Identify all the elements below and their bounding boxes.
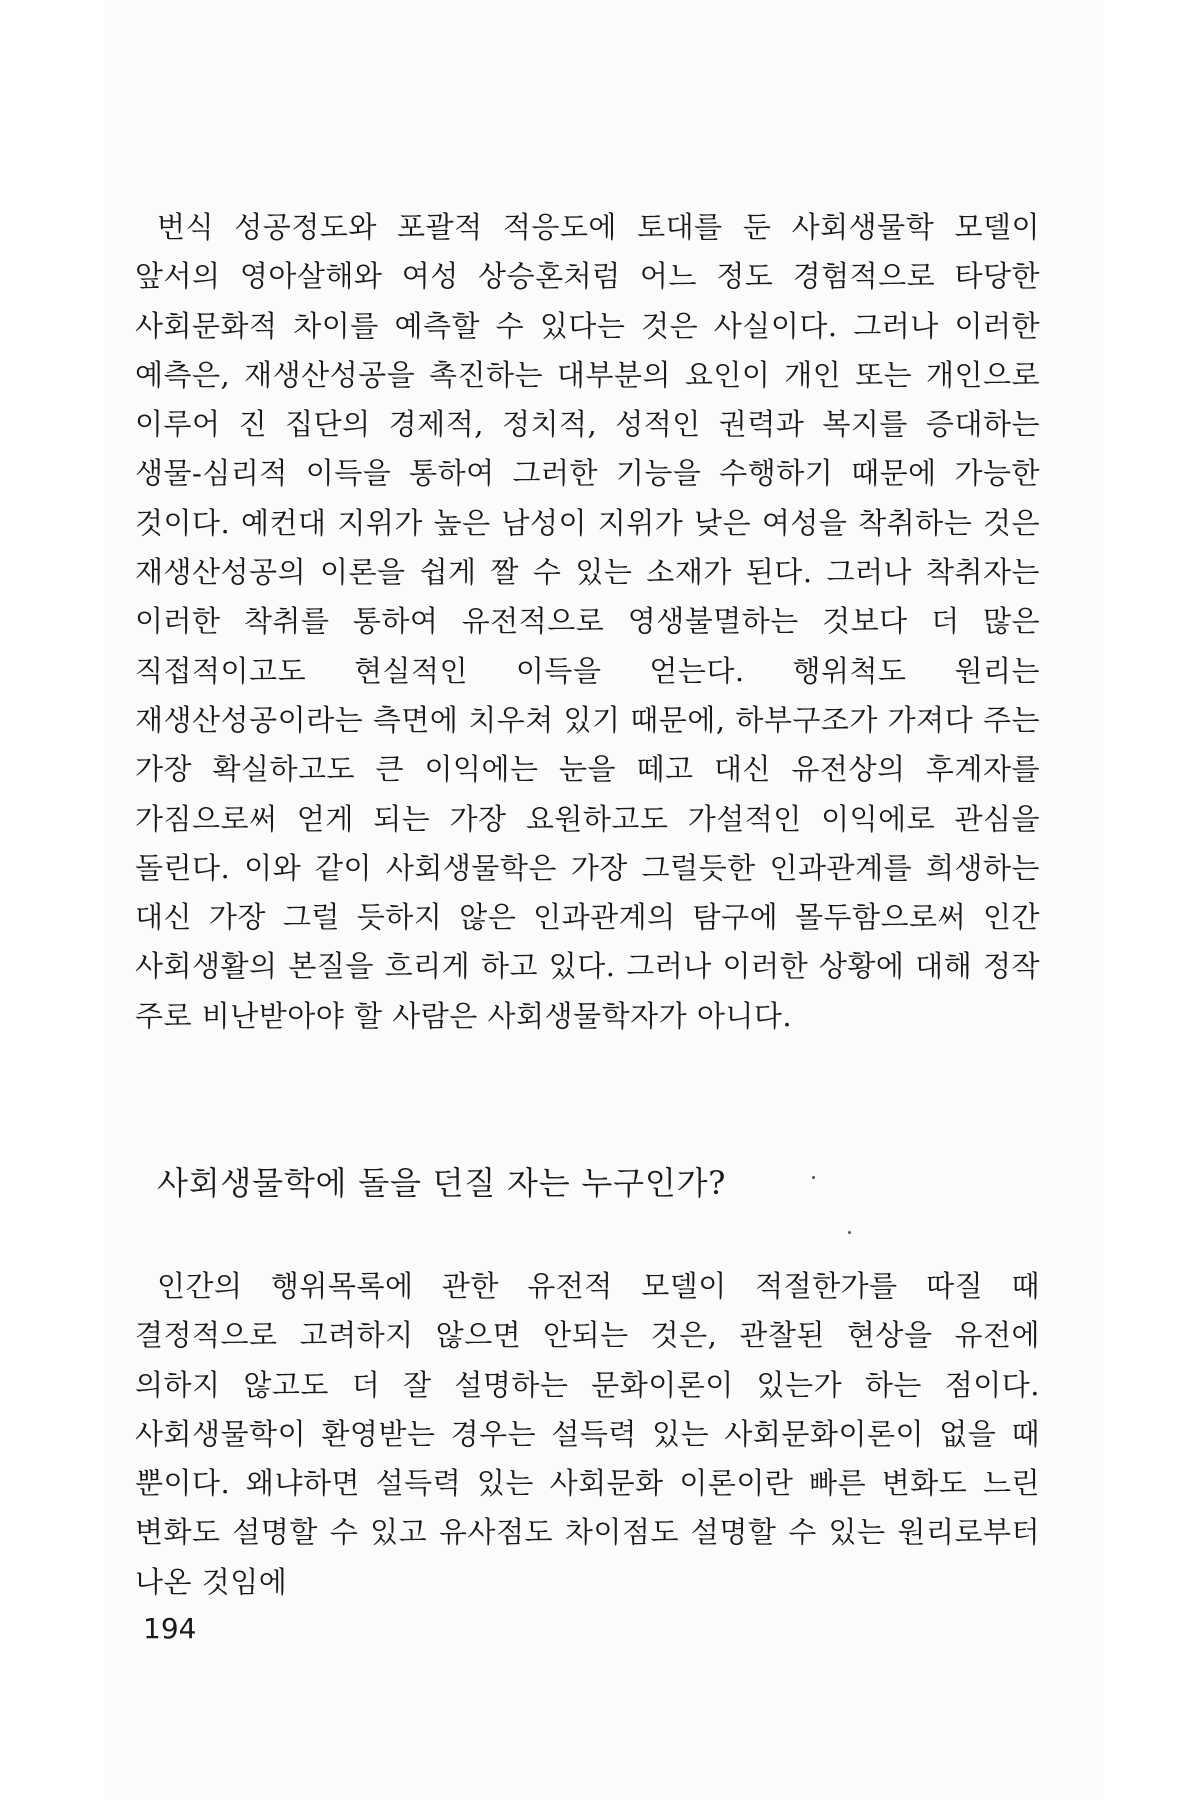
body-paragraph-1: 번식 성공정도와 포괄적 적응도에 토대를 둔 사회생물학 모델이 앞서의 영아살해와 여성 상승혼처럼 어느 정도 경험적으로 타당한 사회문화적 차이를 예측할 수 있다는 것은 사실이다. 그러나 이러한 예측은, 재생산성공을 촉진하는 대부분의 요인이 개인 또는 개인으로 이루어 진 집단의 경제적, 정치적, 성적인 권력과 복지를 증대하는 생물-심리적 이득을 통하여 그러한 기능을 수행하기 때문에 가능한 것이다. 예컨대 지위가 높은 남성이 지위가 낮은 여성을 착취하는 것은 재생산성공의 이론을 쉽게 짤 수 있는 소재가 된다. 그러나 착취자는 이러한 착취를 통하여 유전적으로 영생불멸하는 것보다 더 많은 직접적이고도 현실적인 이득을 얻는다. 행위척도 원리는 재생산성공이라는 측면에 치우쳐 있기 때문에, 하부구조가 가져다 주는 가장 확실하고도 큰 이익에는 눈을 떼고 대신 유전상의 후계자를 가짐으로써 얻게 되는 가장 요원하고도 가설적인 이익에로 관심을 돌린다. 이와 같이 사회생물학은 가장 그럴듯한 인과관계를 희생하는 대신 가장 그럴 듯하지 않은 인과관계의 탐구에 몰두함으로써 인간 사회생활의 본질을 흐리게 하고 있다. 그러나 이러한 상황에 대해 정작 주로 비난받아야 할 사람은 사회생물학자가 아니다. xyxy=(135,210,1040,1033)
body-paragraph-2: 인간의 행위목록에 관한 유전적 모델이 적절한가를 따질 때 결정적으로 고려하지 않으면 안되는 것은, 관찰된 현상을 유전에 의하지 않고도 더 잘 설명하는 문화이론이 있는가 하는 점이다. 사회생물학이 환영받는 경우는 설득력 있는 사회문화이론이 없을 때 뿐이다. 왜냐하면 설득력 있는 사회문화 이론이란 빠른 변화도 느린 변화도 설명할 수 있고 유사점도 차이점도 설명할 수 있는 원리로부터 나온 것임에 xyxy=(135,1269,1040,1599)
scan-speck xyxy=(848,1231,851,1234)
scan-speck xyxy=(812,1176,815,1179)
page-number: 194 xyxy=(143,1612,197,1645)
section-heading: 사회생물학에 돌을 던질 자는 누구인가? xyxy=(157,1164,727,1202)
